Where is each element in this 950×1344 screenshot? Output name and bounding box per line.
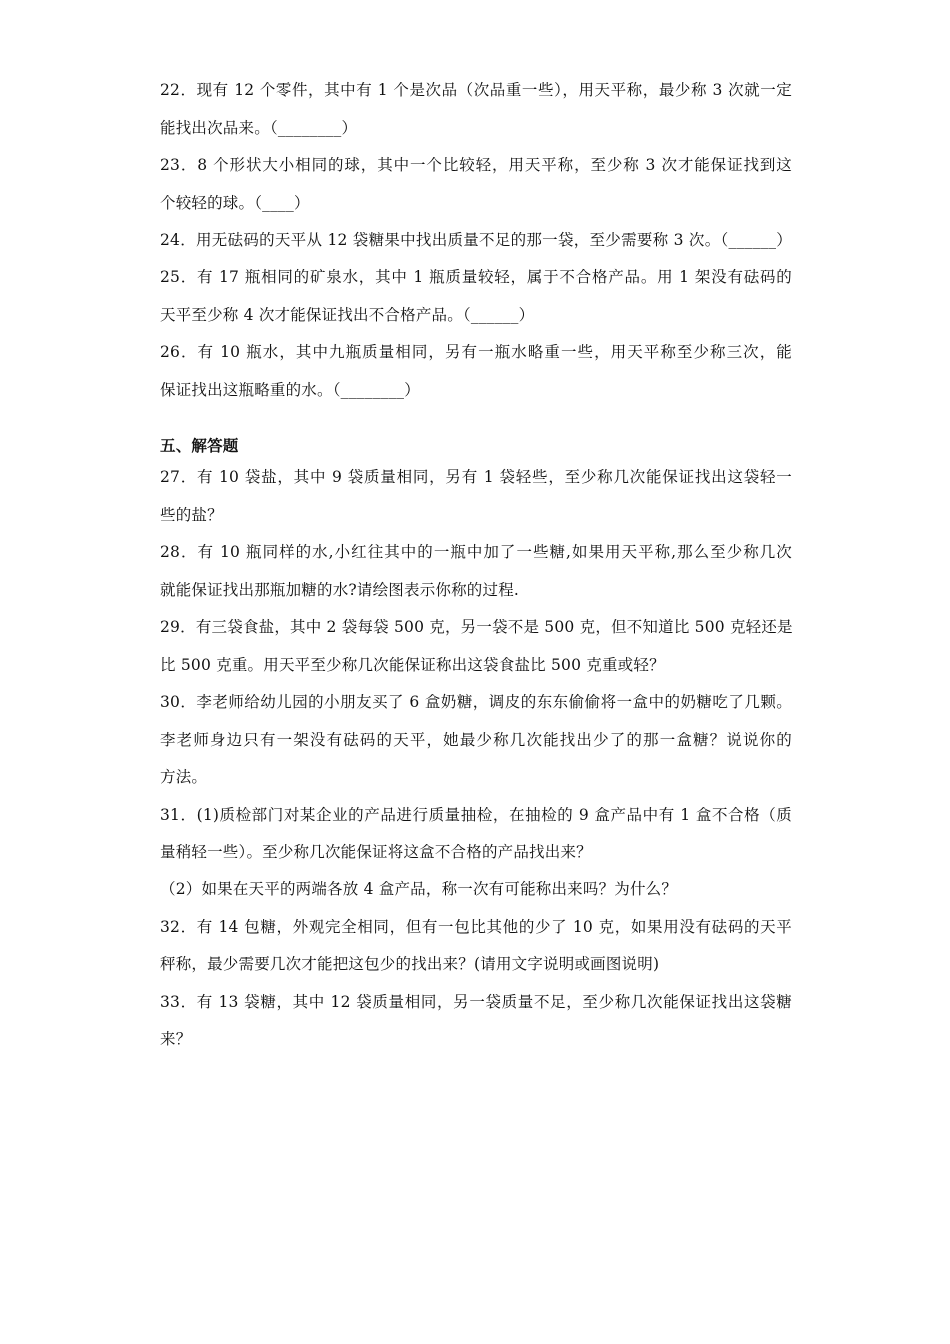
question-29-line-1: 29．有三袋食盐，其中 2 袋每袋 500 克，另一袋不是 500 克，但不知道比 500 克轻还是	[160, 618, 793, 636]
question-24-line-1: 24．用无砝码的天平从 12 袋糖果中找出质量不足的那一袋，至少需要称 3 次。（______）	[160, 231, 792, 249]
question-25-line-1: 25．有 17 瓶相同的矿泉水，其中 1 瓶质量较轻，属于不合格产品。用 1 架没有砝码的	[160, 268, 792, 286]
question-30-line-2: 李老师身边只有一架没有砝码的天平，她最少称几次能找出少了的那一盒糖？说说你的	[160, 731, 792, 749]
question-28-line-2: 就能保证找出那瓶加糖的水?请绘图表示你称的过程.	[160, 581, 520, 599]
question-22-line-2: 能找出次品来。（________）	[160, 119, 358, 137]
question-30-line-1: 30．李老师给幼儿园的小朋友买了 6 盒奶糖，调皮的东东偷偷将一盒中的奶糖吃了几颗。	[160, 693, 792, 711]
question-30-line-3: 方法。	[160, 768, 208, 786]
question-31-line-3: （2）如果在天平的两端各放 4 盒产品，称一次有可能称出来吗？为什么？	[160, 880, 678, 898]
question-31-line-2: 量稍轻一些）。至少称几次能保证将这盒不合格的产品找出来？	[160, 843, 592, 861]
question-32-line-1: 32．有 14 包糖，外观完全相同，但有一包比其他的少了 10 克，如果用没有砝码的天平	[160, 918, 792, 936]
section-title: 五、解答题	[160, 437, 239, 455]
question-31-line-1: 31．(1)质检部门对某企业的产品进行质量抽检，在抽检的 9 盒产品中有 1 盒不合格（质	[160, 806, 792, 824]
question-23-line-2: 个较轻的球。（____）	[160, 194, 310, 212]
question-27-line-1: 27．有 10 袋盐，其中 9 袋质量相同，另有 1 袋轻些，至少称几次能保证找出这袋轻一	[160, 468, 792, 486]
question-28-line-1: 28．有 10 瓶同样的水,小红往其中的一瓶中加了一些糖,如果用天平称,那么至少称几次	[160, 543, 792, 561]
question-26-line-2: 保证找出这瓶略重的水。（________）	[160, 381, 420, 399]
question-32-line-2: 秤称，最少需要几次才能把这包少的找出来？(请用文字说明或画图说明)	[160, 955, 660, 973]
question-22-line-1: 22．现有 12 个零件，其中有 1 个是次品（次品重一些），用天平称，最少称 3 次就一定	[160, 81, 792, 99]
question-27-line-2: 些的盐？	[160, 506, 223, 524]
question-29-line-2: 比 500 克重。用天平至少称几次能保证称出这袋食盐比 500 克重或轻？	[160, 656, 665, 674]
question-25-line-2: 天平至少称 4 次才能保证找出不合格产品。（______）	[160, 306, 535, 324]
question-33-line-1: 33．有 13 袋糖，其中 12 袋质量相同，另一袋质量不足，至少称几次能保证找出这袋糖	[160, 993, 792, 1011]
question-23-line-1: 23．8 个形状大小相同的球，其中一个比较轻，用天平称，至少称 3 次才能保证找到这	[160, 156, 792, 174]
question-33-line-2: 来？	[160, 1030, 192, 1048]
question-26-line-1: 26．有 10 瓶水，其中九瓶质量相同，另有一瓶水略重一些，用天平称至少称三次，能	[160, 343, 792, 361]
